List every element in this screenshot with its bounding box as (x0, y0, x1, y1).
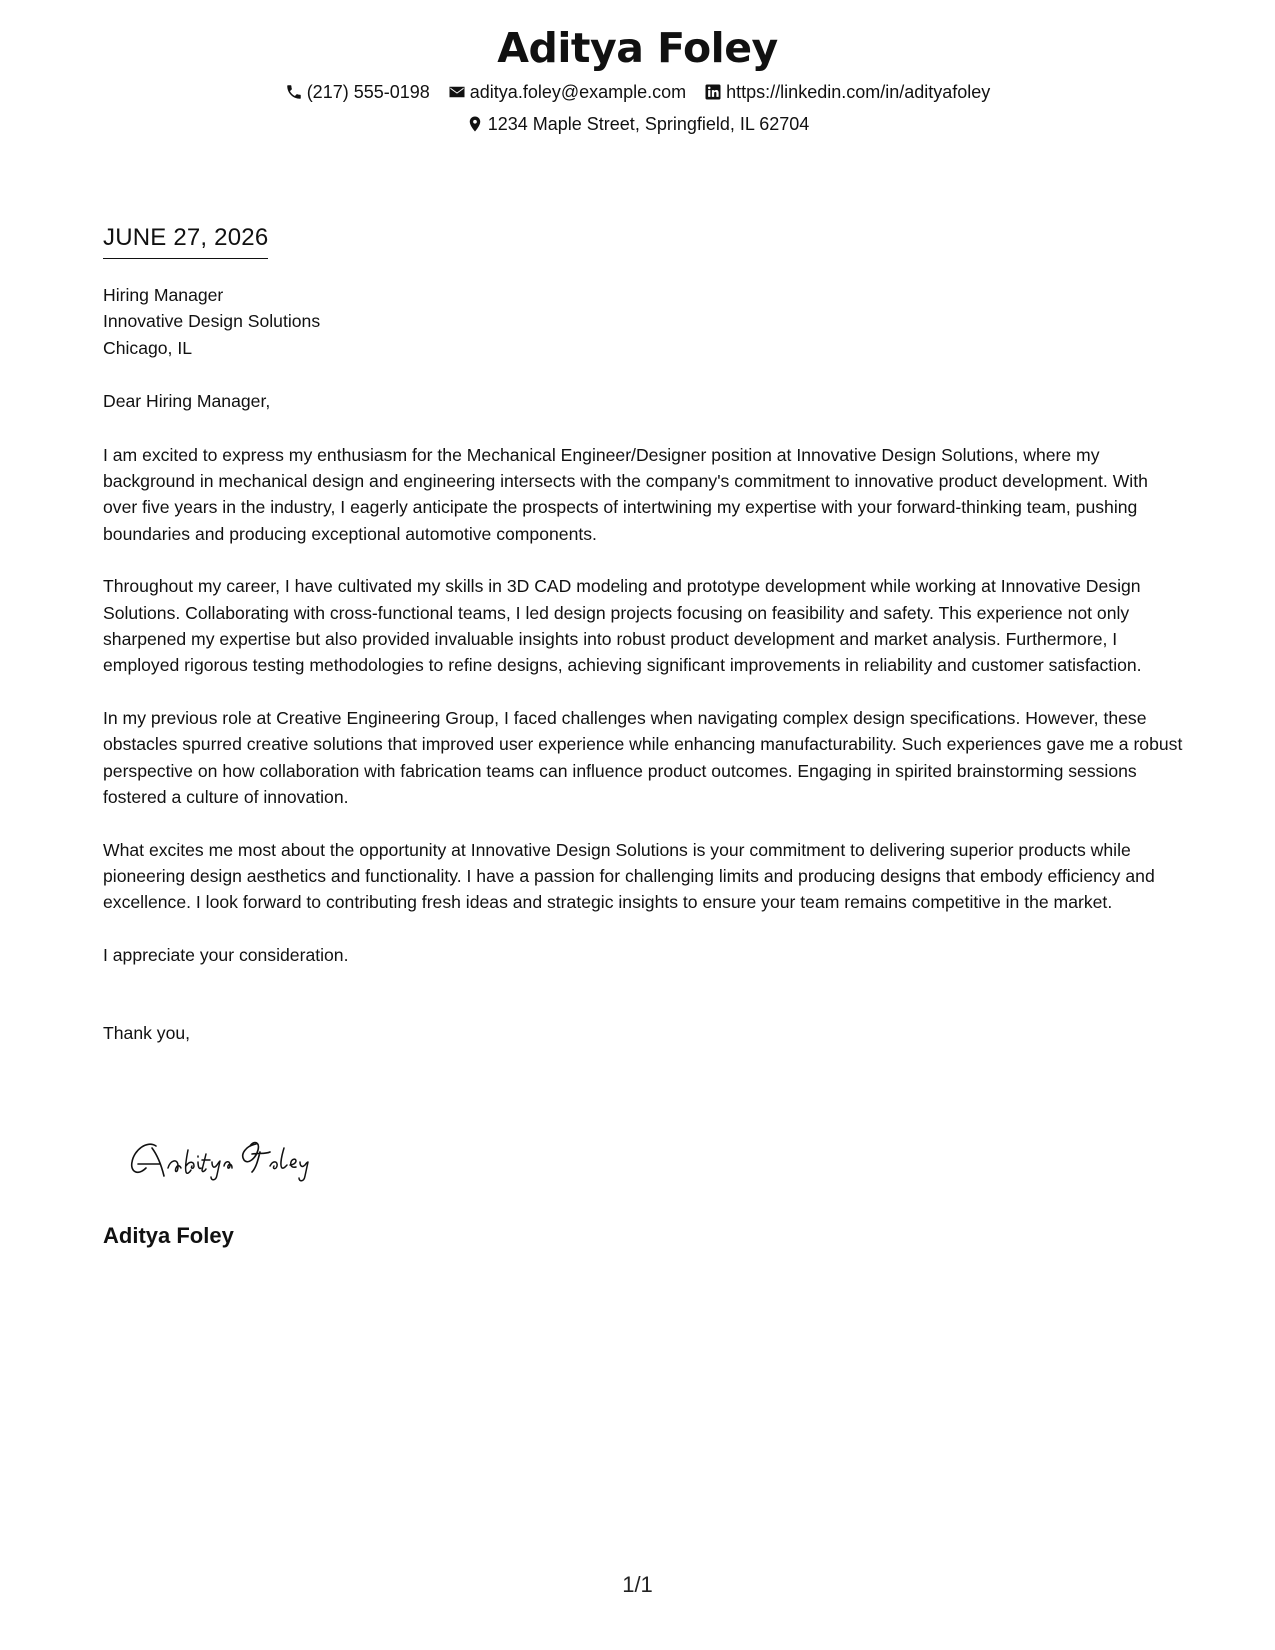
contact-line-secondary (0, 112, 1275, 136)
phone-text: (217) 555-0198 (306, 82, 430, 102)
envelope-icon (448, 83, 466, 101)
handwritten-signature (128, 1128, 338, 1188)
linkedin-link[interactable]: https://linkedin.com/in/adityafoley (726, 82, 991, 102)
recipient-title: Hiring Manager (103, 285, 224, 305)
page-number: 1/1 (622, 1572, 653, 1597)
paragraph-motivation: What excites me most about the opportunity at Innovative Design Solutions is your commitment to delivering superior products while pioneering design aesthetics and functionality. I have a passion for challenging limits and producing designs that embody efficiency and excellence. I look forward to contributing fresh ideas and strategic insights to ensure your team remains competitive in the market. (103, 839, 1155, 913)
linkedin-icon (704, 83, 722, 101)
map-marker-icon (466, 115, 484, 133)
recipient-location: Chicago, IL (103, 337, 192, 358)
signer-name: Aditya Foley (103, 1223, 234, 1248)
phone-icon (285, 83, 303, 101)
address-text: 1234 Maple Street, Springfield, IL 62704 (487, 114, 810, 134)
applicant-name: Aditya Foley (497, 24, 778, 72)
letter-body (103, 282, 1183, 1047)
contact-address (466, 112, 810, 136)
paragraph-previous-role: In my previous role at Creative Engineering Group, I faced challenges when navigating complex design specifications. However, these obstacles spurred creative solutions that improved user experience while enhancing manufacturability. Such experiences gave me a robust perspective on how collaboration with fabrication teams can influence product outcomes. Engaging in spirited brainstorming sessions fostered a culture of innovation. (103, 707, 1183, 808)
contact-linkedin[interactable] (704, 80, 990, 104)
contact-email[interactable] (448, 80, 686, 104)
paragraph-intro: I am excited to express my enthusiasm for the Mechanical Engineer/Designer position at Innovative Design Solutions, where my background in mechanical design and engineering intersects with the company's commitment to innovative product development. With over five years in the industry, I eagerly anticipate the prospects of intertwining my expertise with your forward-thinking team, pushing boundaries and producing exceptional automotive components. (103, 444, 1148, 544)
contact-phone (285, 80, 430, 104)
recipient-company: Innovative Design Solutions (103, 311, 321, 332)
letter-header (0, 22, 1275, 136)
contact-line-primary (0, 80, 1275, 104)
closing-line: Thank you, (103, 1023, 191, 1044)
appreciation-line: I appreciate your consideration. (103, 944, 349, 965)
salutation: Dear Hiring Manager, (103, 391, 271, 412)
email-link[interactable]: aditya.foley@example.com (469, 82, 687, 102)
recipient-block (103, 282, 1183, 361)
paragraph-experience: Throughout my career, I have cultivated my skills in 3D CAD modeling and prototype development while working at Innovative Design Solutions. Collaborating with cross-functional teams, I led design projects focusing on feasibility and safety. This experience not only sharpened my expertise but also provided invaluable insights into robust product development and market analysis. Furthermore, I employed rigorous testing methodologies to refine designs, achieving significant improvements in reliability and customer satisfaction. (103, 576, 1142, 676)
letter-date: JUNE 27, 2026 (103, 222, 268, 259)
